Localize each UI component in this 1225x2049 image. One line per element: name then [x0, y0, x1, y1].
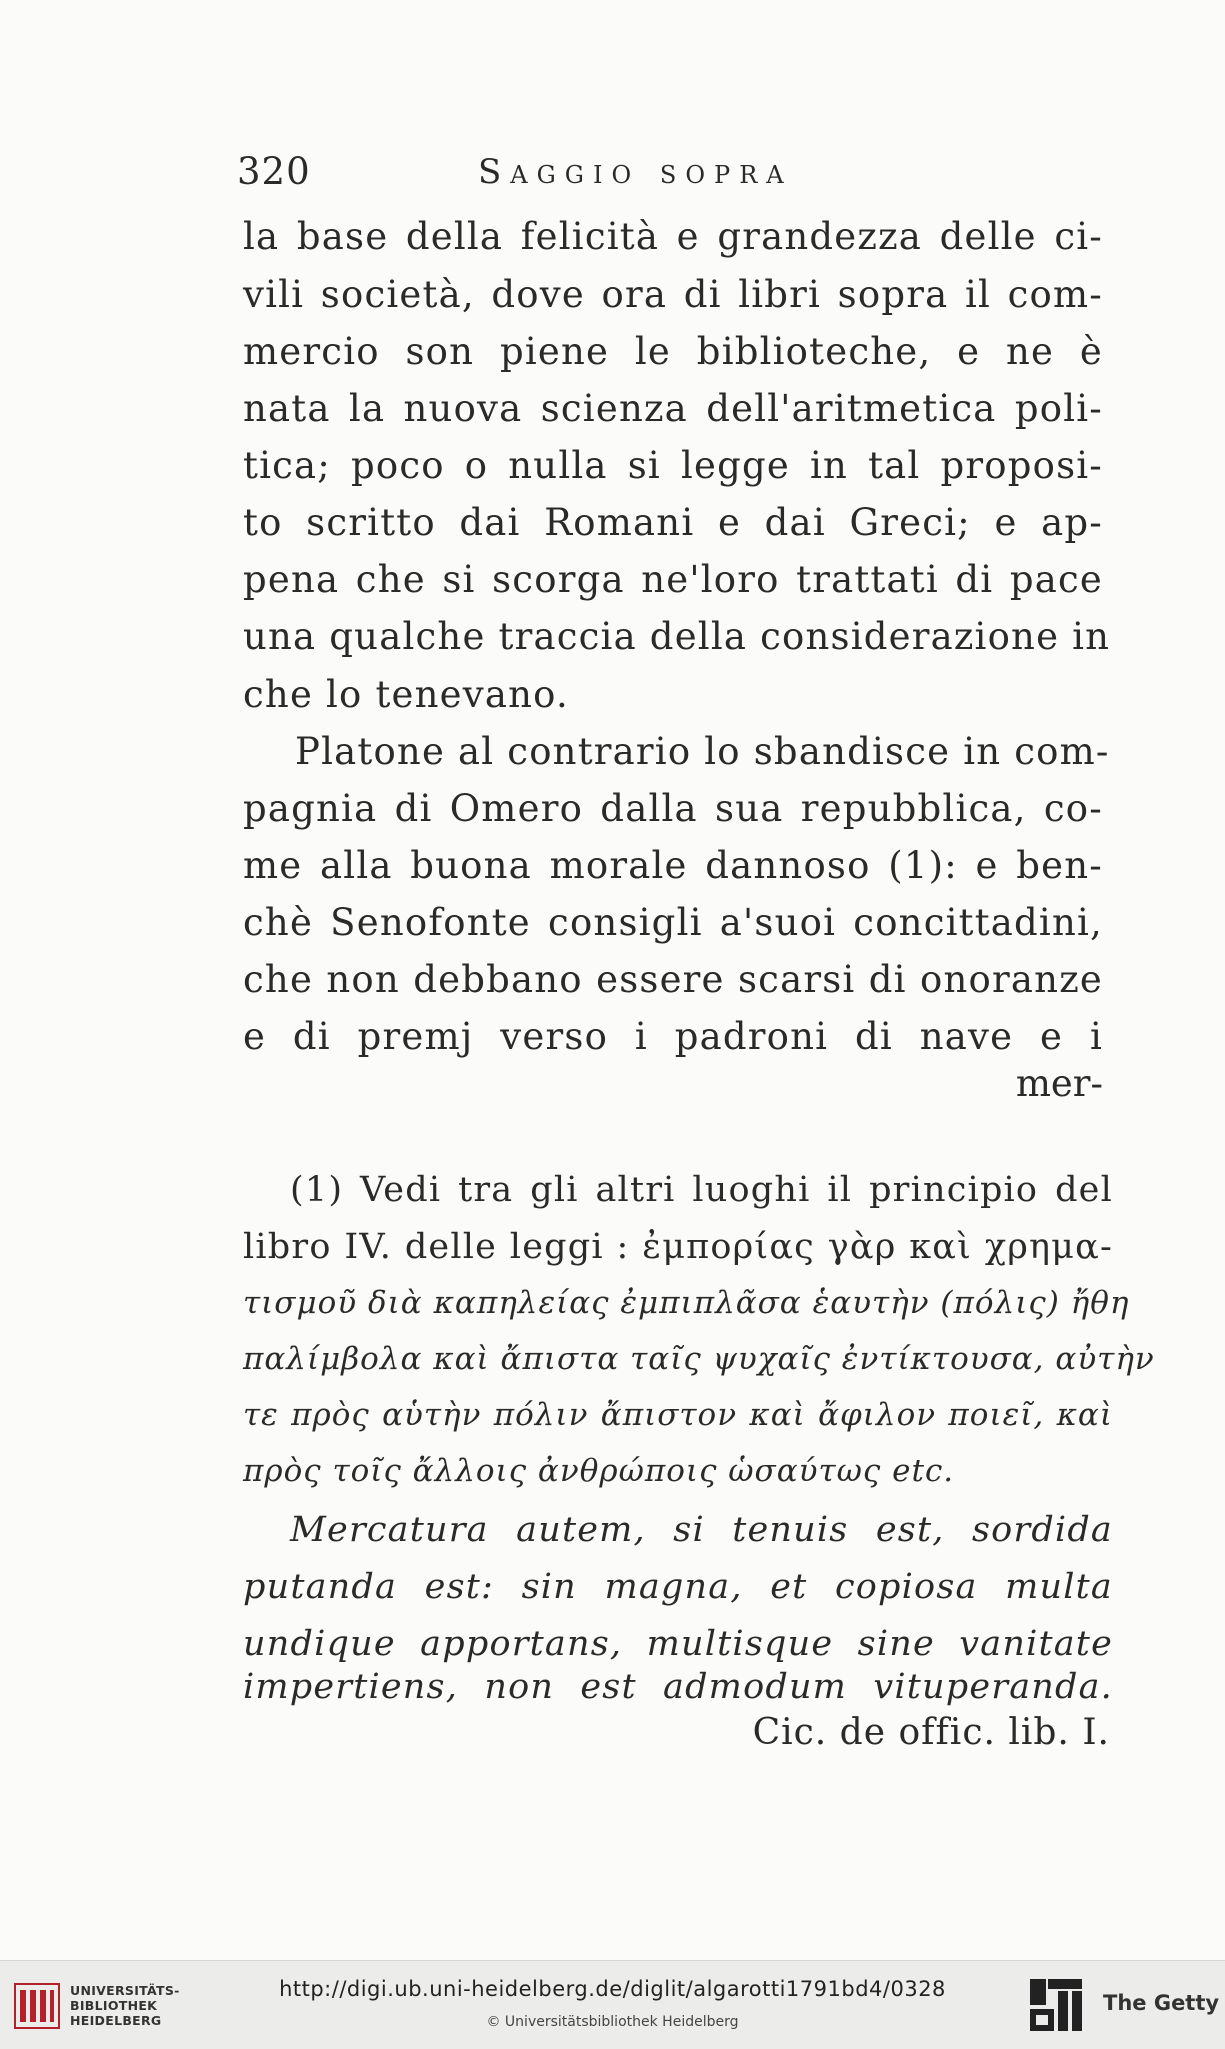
running-title: Saggio sopra	[478, 152, 793, 192]
body-line: che lo tenevano.	[243, 673, 569, 716]
body-line: to scritto dai Romani e dai Greci; e ap-	[243, 501, 1103, 544]
body-line: e di premj verso i padroni di nave e i	[243, 1015, 1103, 1058]
quote-source: Cic. de offic. lib. I.	[752, 1712, 1110, 1753]
quote-line: undique apportans, multisque sine vanitate	[243, 1624, 1113, 1664]
quote-line: Mercatura autem, si tenuis est, sordida	[290, 1510, 1113, 1550]
body-line: che non debbano essere scarsi di onoranze	[243, 958, 1103, 1001]
body-line: me alla buona morale dannoso (1): e ben-	[243, 844, 1103, 887]
footnote-greek-line: τε πρὸς αὑτὴν πόλιν ἄπιστον καὶ ἄφιλον ποιεῖ, καὶ	[243, 1397, 1113, 1433]
page-number: 320	[237, 150, 311, 193]
body-line: la base della felicità e grandezza delle ci-	[243, 215, 1103, 258]
footnote-greek-line: παλίμβολα καὶ ἄπιστα ταῖς ψυχαῖς ἐντίκτουσα, αὐτὴν	[243, 1341, 1155, 1377]
catchword: mer-	[1015, 1062, 1103, 1105]
footnote-greek-line: τισμοῦ διὰ καπηλείας ἐμπιπλᾶσα ἑαυτὴν (πόλις) ἤθη	[243, 1285, 1130, 1321]
footnote-line: libro IV. delle leggi : ἐμπορίας γὰρ καὶ χρημα-	[243, 1227, 1113, 1267]
body-line: tica; poco o nulla si legge in tal proposi-	[243, 444, 1103, 487]
body-line: una qualche traccia della considerazione in	[243, 615, 1111, 658]
body-line: Platone al contrario lo sbandisce in com-	[295, 730, 1110, 773]
body-line: mercio son piene le biblioteche, e ne è	[243, 330, 1103, 373]
body-line: nata la nuova scienza dell'aritmetica poli-	[243, 387, 1103, 430]
footnote-line: (1) Vedi tra gli altri luoghi il principio del	[290, 1170, 1113, 1210]
body-line: chè Senofonte consigli a'suoi concittadini,	[243, 901, 1103, 944]
footnote-greek-line: πρὸς τοῖς ἄλλοις ἀνθρώποις ὡσαύτως etc.	[243, 1453, 955, 1489]
body-line: pagnia di Omero dalla sua repubblica, co-	[243, 787, 1103, 830]
quote-line: putanda est: sin magna, et copiosa multa	[243, 1567, 1113, 1607]
quote-line: impertiens, non est admodum vituperanda.	[243, 1667, 1113, 1707]
library-name: UNIVERSITÄTS- BIBLIOTHEK HEIDELBERG	[70, 1983, 180, 2028]
digitization-footer	[0, 1960, 1225, 2049]
getty-logo-icon	[1028, 1977, 1084, 2035]
body-line: vili società, dove ora di libri sopra il com-	[243, 273, 1103, 316]
body-line: pena che si scorga ne'loro trattati di pace	[243, 558, 1103, 601]
sponsor-name: The Getty	[1103, 1991, 1220, 2015]
copyright-notice: © Universitätsbibliothek Heidelberg	[486, 2014, 739, 2030]
permalink-url[interactable]: http://digi.ub.uni-heidelberg.de/diglit/algarotti1791bd4/0328	[279, 1977, 946, 2001]
